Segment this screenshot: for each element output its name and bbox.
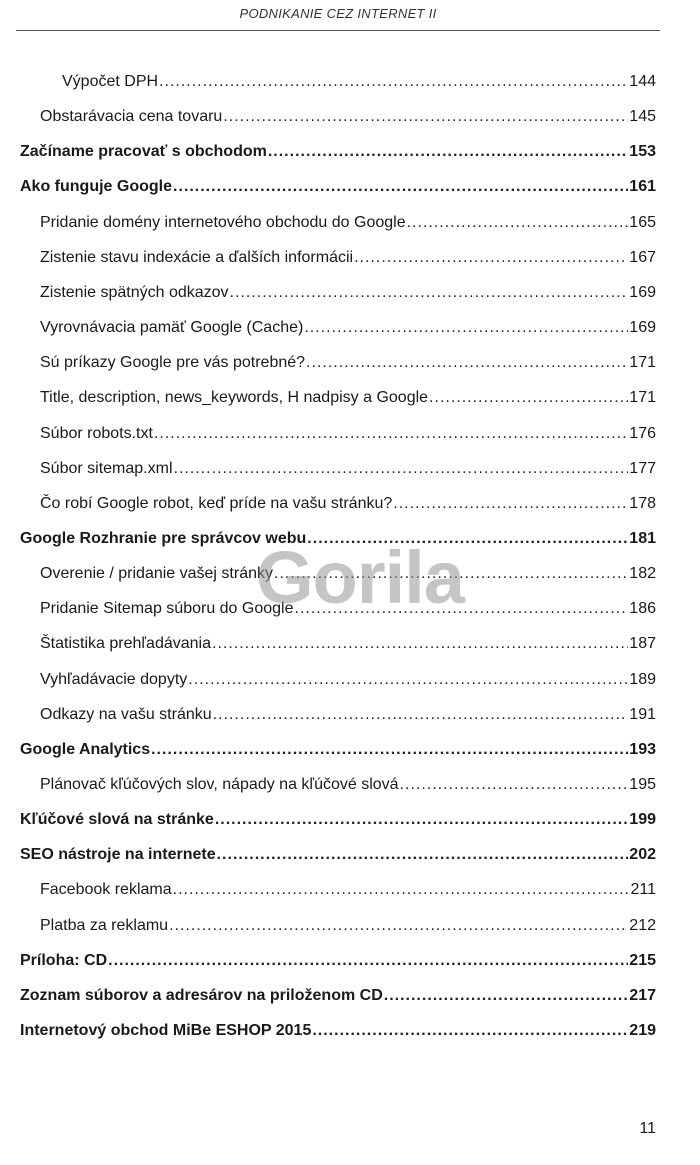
page-number: 11: [639, 1120, 656, 1137]
toc-entry-title: Odkazy na vašu stránku: [40, 706, 212, 723]
toc-chapter-entry: [20, 843, 656, 867]
toc-chapter-entry: [20, 1019, 656, 1043]
watermark-logo: Gorila: [256, 536, 464, 619]
dot-leader: [154, 422, 628, 446]
dot-leader: [304, 316, 628, 340]
dot-leader: [268, 140, 628, 164]
toc-chapter-entry: [20, 949, 656, 973]
toc-entry-title: Začíname pracovať s obchodom: [20, 143, 267, 160]
dot-leader: [400, 773, 629, 797]
dot-leader: [274, 562, 628, 586]
toc-section-entry: [40, 632, 656, 656]
toc-entry-page: 189: [629, 671, 656, 688]
dot-leader: [307, 527, 628, 551]
toc-entry-page: 191: [629, 706, 656, 723]
toc-chapter-entry: [20, 984, 656, 1008]
toc-section-entry: [40, 668, 656, 692]
toc-entry-title: Zistenie stavu indexácie a ďalších informácii: [40, 249, 354, 266]
toc-entry-page: 165: [629, 214, 656, 231]
toc-entry-page: 212: [629, 917, 656, 934]
dot-leader: [223, 105, 628, 129]
dot-leader: [306, 351, 628, 375]
toc-entry-page: 169: [629, 319, 656, 336]
toc-entry-title: Čo robí Google robot, keď príde na vašu stránku?: [40, 495, 393, 512]
toc-section-entry: [40, 316, 656, 340]
toc-entry-page: 195: [629, 776, 656, 793]
dot-leader: [173, 878, 630, 902]
dot-leader: [295, 597, 629, 621]
toc-entry-title: Súbor robots.txt: [40, 425, 153, 442]
toc-entry-page: 215: [629, 952, 656, 969]
toc-entry-page: 144: [629, 73, 656, 90]
toc-entry-title: Overenie / pridanie vašej stránky: [40, 565, 273, 582]
toc-entry-page: 145: [629, 108, 656, 125]
toc-section-entry: [40, 562, 656, 586]
toc-section-entry: [40, 457, 656, 481]
toc-section-entry: [40, 281, 656, 305]
toc-entry-title: Súbor sitemap.xml: [40, 460, 173, 477]
dot-leader: [213, 703, 629, 727]
toc-section-entry: [40, 914, 656, 938]
toc-section-entry: [40, 211, 656, 235]
toc-section-entry: [40, 422, 656, 446]
header-title: PODNIKANIE CEZ INTERNET II: [239, 6, 437, 21]
toc-entry-page: 202: [629, 846, 656, 863]
dot-leader: [173, 175, 628, 199]
toc-entry-title: Príloha: CD: [20, 952, 108, 969]
toc-chapter-entry: [20, 808, 656, 832]
toc-entry-page: 171: [629, 389, 656, 406]
toc-entry-page: 193: [629, 741, 656, 758]
toc-entry-title: Sú príkazy Google pre vás potrebné?: [40, 354, 306, 371]
toc-entry-title: Plánovač kľúčových slov, nápady na kľúčové slová: [40, 776, 399, 793]
toc-section-entry: [40, 386, 656, 410]
toc-entry-page: 178: [629, 495, 656, 512]
toc-entry-page: 153: [629, 143, 656, 160]
header-rule: [16, 30, 660, 31]
dot-leader: [159, 70, 628, 94]
toc-chapter-entry: [20, 738, 656, 762]
toc-section-entry: [40, 351, 656, 375]
toc-entry-title: Vyhľadávacie dopyty: [40, 671, 188, 688]
toc-entry-title: Internetový obchod MiBe ESHOP 2015: [20, 1022, 312, 1039]
toc-entry-page: 217: [629, 987, 656, 1004]
running-header: [0, 0, 700, 32]
toc-section-entry: [62, 70, 656, 94]
toc-entry-page: 177: [629, 460, 656, 477]
dot-leader: [384, 984, 629, 1008]
toc-entry-page: 181: [629, 530, 656, 547]
toc-entry-page: 182: [629, 565, 656, 582]
toc-chapter-entry: [20, 527, 656, 551]
toc-section-entry: [40, 773, 656, 797]
toc-entry-title: Pridanie Sitemap súboru do Google: [40, 600, 294, 617]
dot-leader: [212, 632, 628, 656]
toc-section-entry: [40, 597, 656, 621]
dot-leader: [174, 457, 629, 481]
toc-entry-page: 176: [629, 425, 656, 442]
toc-entry-page: 186: [629, 600, 656, 617]
dot-leader: [108, 949, 628, 973]
toc-entry-title: SEO nástroje na internete: [20, 846, 216, 863]
toc-entry-title: Google Rozhranie pre správcov webu: [20, 530, 307, 547]
dot-leader: [217, 843, 629, 867]
dot-leader: [215, 808, 628, 832]
dot-leader: [169, 914, 628, 938]
toc-entry-page: 169: [629, 284, 656, 301]
toc-entry-page: 161: [629, 178, 656, 195]
toc-entry-page: 167: [629, 249, 656, 266]
dot-leader: [188, 668, 628, 692]
toc-entry-title: Obstarávacia cena tovaru: [40, 108, 223, 125]
dot-leader: [312, 1019, 628, 1043]
toc-entry-title: Platba za reklamu: [40, 917, 169, 934]
toc-entry-title: Kľúčové slová na stránke: [20, 811, 214, 828]
dot-leader: [393, 492, 628, 516]
toc-entry-page: 219: [629, 1022, 656, 1039]
toc-section-entry: [40, 703, 656, 727]
toc-entry-title: Vyrovnávacia pamäť Google (Cache): [40, 319, 304, 336]
toc-section-entry: [40, 492, 656, 516]
toc-entry-title: Zoznam súborov a adresárov na priloženom CD: [20, 987, 383, 1004]
toc-entry-title: Pridanie domény internetového obchodu do Google: [40, 214, 406, 231]
toc-section-entry: [40, 246, 656, 270]
dot-leader: [429, 386, 628, 410]
toc-entry-page: 171: [629, 354, 656, 371]
toc-entry-title: Štatistika prehľadávania: [40, 635, 211, 652]
toc-section-entry: [40, 878, 656, 902]
toc-entry-title: Výpočet DPH: [62, 73, 159, 90]
toc-entry-title: Facebook reklama: [40, 881, 172, 898]
toc-entry-page: 211: [630, 881, 656, 898]
toc-entry-title: Zistenie spätných odkazov: [40, 284, 229, 301]
toc-chapter-entry: [20, 140, 656, 164]
toc-entry-page: 187: [629, 635, 656, 652]
dot-leader: [354, 246, 628, 270]
toc-entry-title: Ako funguje Google: [20, 178, 172, 195]
toc-chapter-entry: [20, 175, 656, 199]
toc-entry-title: Title, description, news_keywords, H nadpisy a Google: [40, 389, 429, 406]
toc-section-entry: [40, 105, 656, 129]
toc-entry-page: 199: [629, 811, 656, 828]
toc-entry-title: Google Analytics: [20, 741, 151, 758]
dot-leader: [151, 738, 628, 762]
dot-leader: [407, 211, 629, 235]
dot-leader: [230, 281, 629, 305]
